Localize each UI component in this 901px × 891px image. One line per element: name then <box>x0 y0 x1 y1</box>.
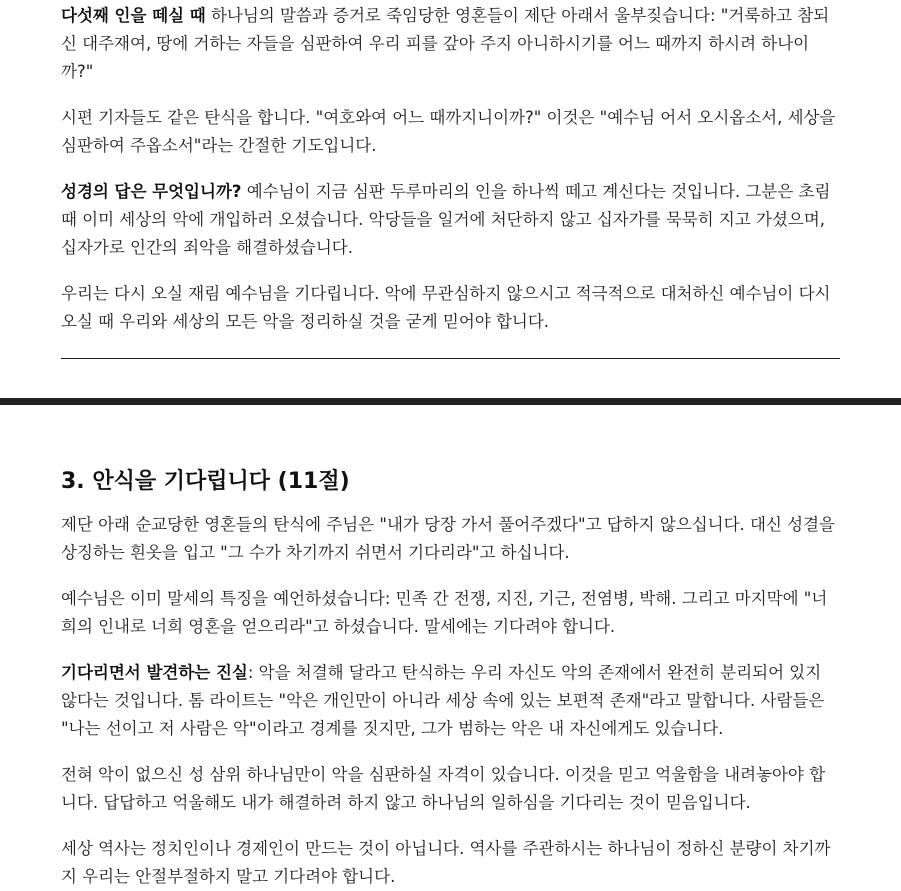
paragraph-end-times <box>61 585 840 641</box>
paragraph-text: 세상 역사는 정치인이나 경제인이 만드는 것이 아닙니다. 역사를 주관하시는 하나님이 정하신 분량이 차기까지 우리는 안절부절하지 말고 기다려야 합니다. <box>61 839 831 886</box>
paragraph-text: 우리는 다시 오실 재림 예수님을 기다립니다. 악에 무관심하지 않으시고 적극적으로 대처하신 예수님이 다시 오실 때 우리와 세상의 모든 악을 정리하실 것을 굳게 믿어야 합니다. <box>61 284 831 331</box>
paragraph-history <box>61 835 840 891</box>
paragraph-text: : 악을 처결해 달라고 탄식하는 우리 자신도 악의 존재에서 완전히 분리되어 있지 않다는 것입니다. 톰 라이트는 "악은 개인만이 아니라 세상 속에 있는 보편적 존재"라고 말합니다. 사람들은 "나는 선이고 저 사람은 악"이라고 경계를 짓지만, 그가 범하는 악은 내 자신에게도 있습니다. <box>61 663 825 738</box>
paragraph-text: 전혀 악이 없으신 성 삼위 하나님만이 악을 심판하실 자격이 있습니다. 이것을 믿고 억울함을 내려놓아야 합니다. 답답하고 억울해도 내가 해결하려 하지 않고 하나님의 일하심을 기다리는 것이 믿음입니다. <box>61 765 826 812</box>
bold-lead: 기다리면서 발견하는 진실 <box>61 663 248 682</box>
section-rest <box>0 467 901 891</box>
paragraph-trinity <box>61 761 840 817</box>
paragraph-psalms <box>61 104 840 160</box>
paragraph-text: 시편 기자들도 같은 탄식을 합니다. "여호와여 어느 때까지니이까?" 이것은 "예수님 어서 오시옵소서, 세상을 심판하여 주옵소서"라는 간절한 기도입니다. <box>61 108 836 155</box>
thin-divider <box>61 358 840 359</box>
thick-divider <box>0 398 901 405</box>
paragraph-white-robes <box>61 511 840 567</box>
paragraph-text: 제단 아래 순교당한 영혼들의 탄식에 주님은 "내가 당장 가서 풀어주겠다"고 답하지 않으십니다. 대신 성결을 상징하는 흰옷을 입고 "그 수가 차기까지 쉬면서 기다리라"고 하십니다. <box>61 515 835 562</box>
paragraph-truth <box>61 659 840 743</box>
paragraph-text: 하나님의 말씀과 증거로 죽임당한 영혼들이 제단 아래서 울부짖습니다: "거룩하고 참되신 대주재여, 땅에 거하는 자들을 심판하여 우리 피를 갚아 주지 아니하시기를 어느 때까지 하시려 하나이까?" <box>61 6 830 81</box>
paragraph-text: 예수님은 이미 말세의 특징을 예언하셨습니다: 민족 간 전쟁, 지진, 기근, 전염병, 박해. 그리고 마지막에 "너희의 인내로 너희 영혼을 얻으리라"고 하셨습니다. 말세에는 기다려야 합니다. <box>61 589 828 636</box>
paragraph-fifth-seal <box>61 2 840 86</box>
bold-lead: 성경의 답은 무엇입니까? <box>61 182 242 201</box>
section-previous <box>0 2 901 336</box>
bold-lead: 다섯째 인을 떼실 때 <box>61 6 206 25</box>
paragraph-second-coming <box>61 280 840 336</box>
paragraph-text: 예수님이 지금 심판 두루마리의 인을 하나씩 떼고 계신다는 것입니다. 그분은 초림 때 이미 세상의 악에 개입하러 오셨습니다. 악당들을 일거에 처단하지 않고 십자가를 묵묵히 지고 가셨으며, 십자가로 인간의 죄악을 해결하셨습니다. <box>61 182 831 257</box>
paragraph-bible-answer <box>61 178 840 262</box>
section-heading: 3. 안식을 기다립니다 (11절) <box>61 469 350 494</box>
